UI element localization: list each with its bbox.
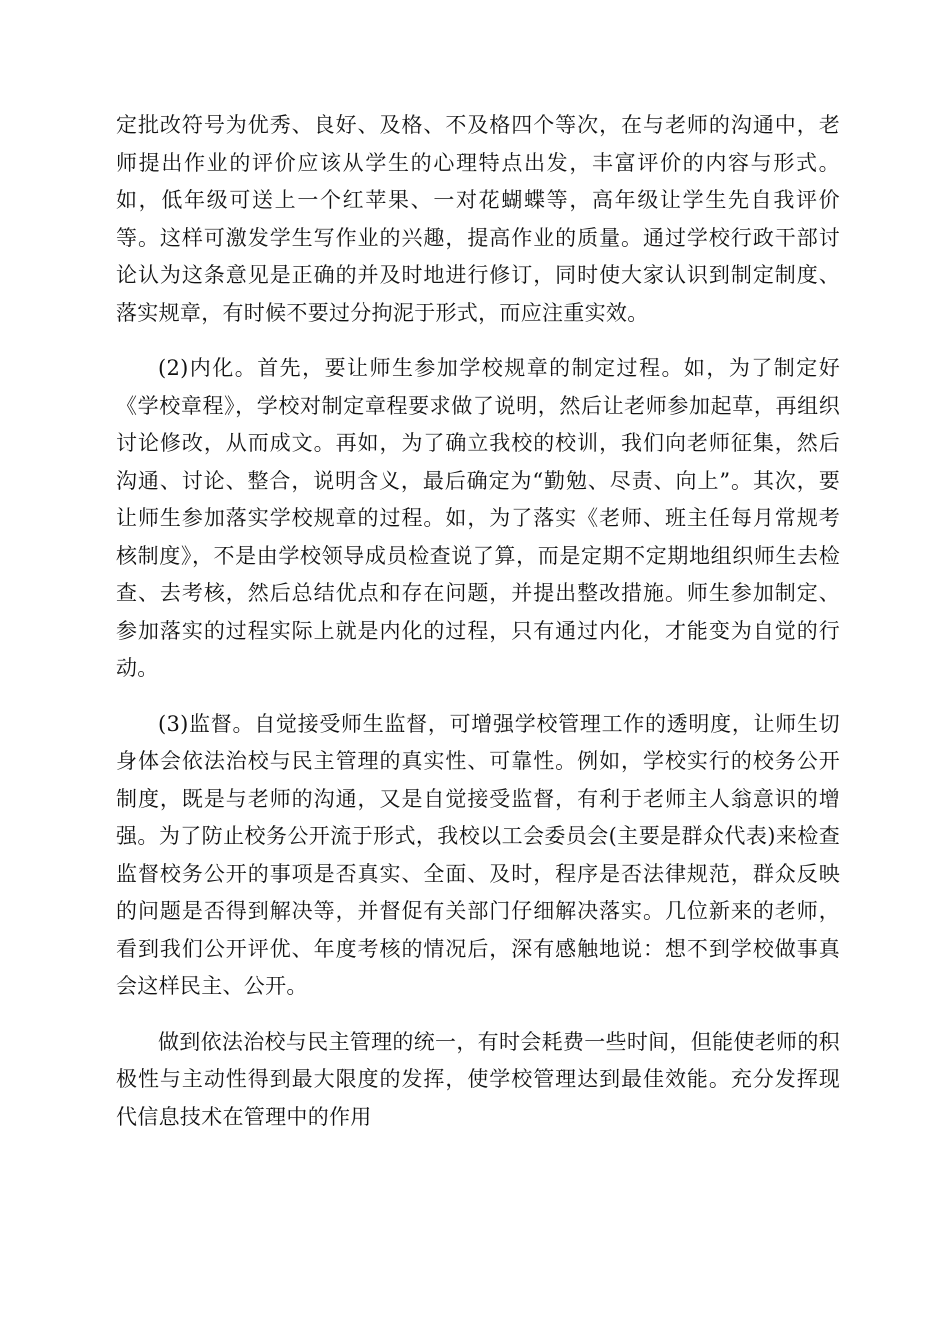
paragraph-internalization: (2)内化。首先，要让师生参加学校规章的制定过程。如，为了制定好《学校章程》，学校对制定章程要求做了说明，然后让老师参加起草，再组织讨论修改，从而成文。再如，为了确立我校的校训，我们向老师征集，然后沟通、讨论、整合，说明含义，最后确定为“勤勉、尽责、向上”。其次，要让师生参加落实学校规章的过程。如，为了落实《老师、班主任每月常规考核制度》，不是由学校领导成员检查说了算，而是定期不定期地组织师生去检查、去考核，然后总结优点和存在问题，并提出整改措施。师生参加制定、参加落实的过程实际上就是内化的过程，只有通过内化，才能变为自觉的行动。	[116, 356, 840, 680]
paragraph-supervision: (3)监督。自觉接受师生监督，可增强学校管理工作的透明度，让师生切身体会依法治校与民主管理的真实性、可靠性。例如，学校实行的校务公开制度，既是与老师的沟通，又是自觉接受监督，有利于老师主人翁意识的增强。为了防止校务公开流于形式，我校以工会委员会(主要是群众代表)来检查监督校务公开的事项是否真实、全面、及时，程序是否法律规范，群众反映的问题是否得到解决等，并督促有关部门仔细解决落实。几位新来的老师，看到我们公开评优、年度考核的情况后，深有感触地说：想不到学校做事真会这样民主、公开。	[116, 711, 840, 998]
paragraph-conclusion: 做到依法治校与民主管理的统一，有时会耗费一些时间，但能使老师的积极性与主动性得到最大限度的发挥，使学校管理达到最佳效能。充分发挥现代信息技术在管理中的作用	[116, 1029, 840, 1129]
document-body	[116, 107, 840, 1154]
paragraph-grading-feedback: 定批改符号为优秀、良好、及格、不及格四个等次，在与老师的沟通中，老师提出作业的评价应该从学生的心理特点出发，丰富评价的内容与形式。如，低年级可送上一个红苹果、一对花蝴蝶等，高年级让学生先自我评价等。这样可激发学生写作业的兴趣，提高作业的质量。通过学校行政干部讨论认为这条意见是正确的并及时地进行修订，同时使大家认识到制定制度、落实规章，有时候不要过分拘泥于形式，而应注重实效。	[116, 113, 840, 325]
